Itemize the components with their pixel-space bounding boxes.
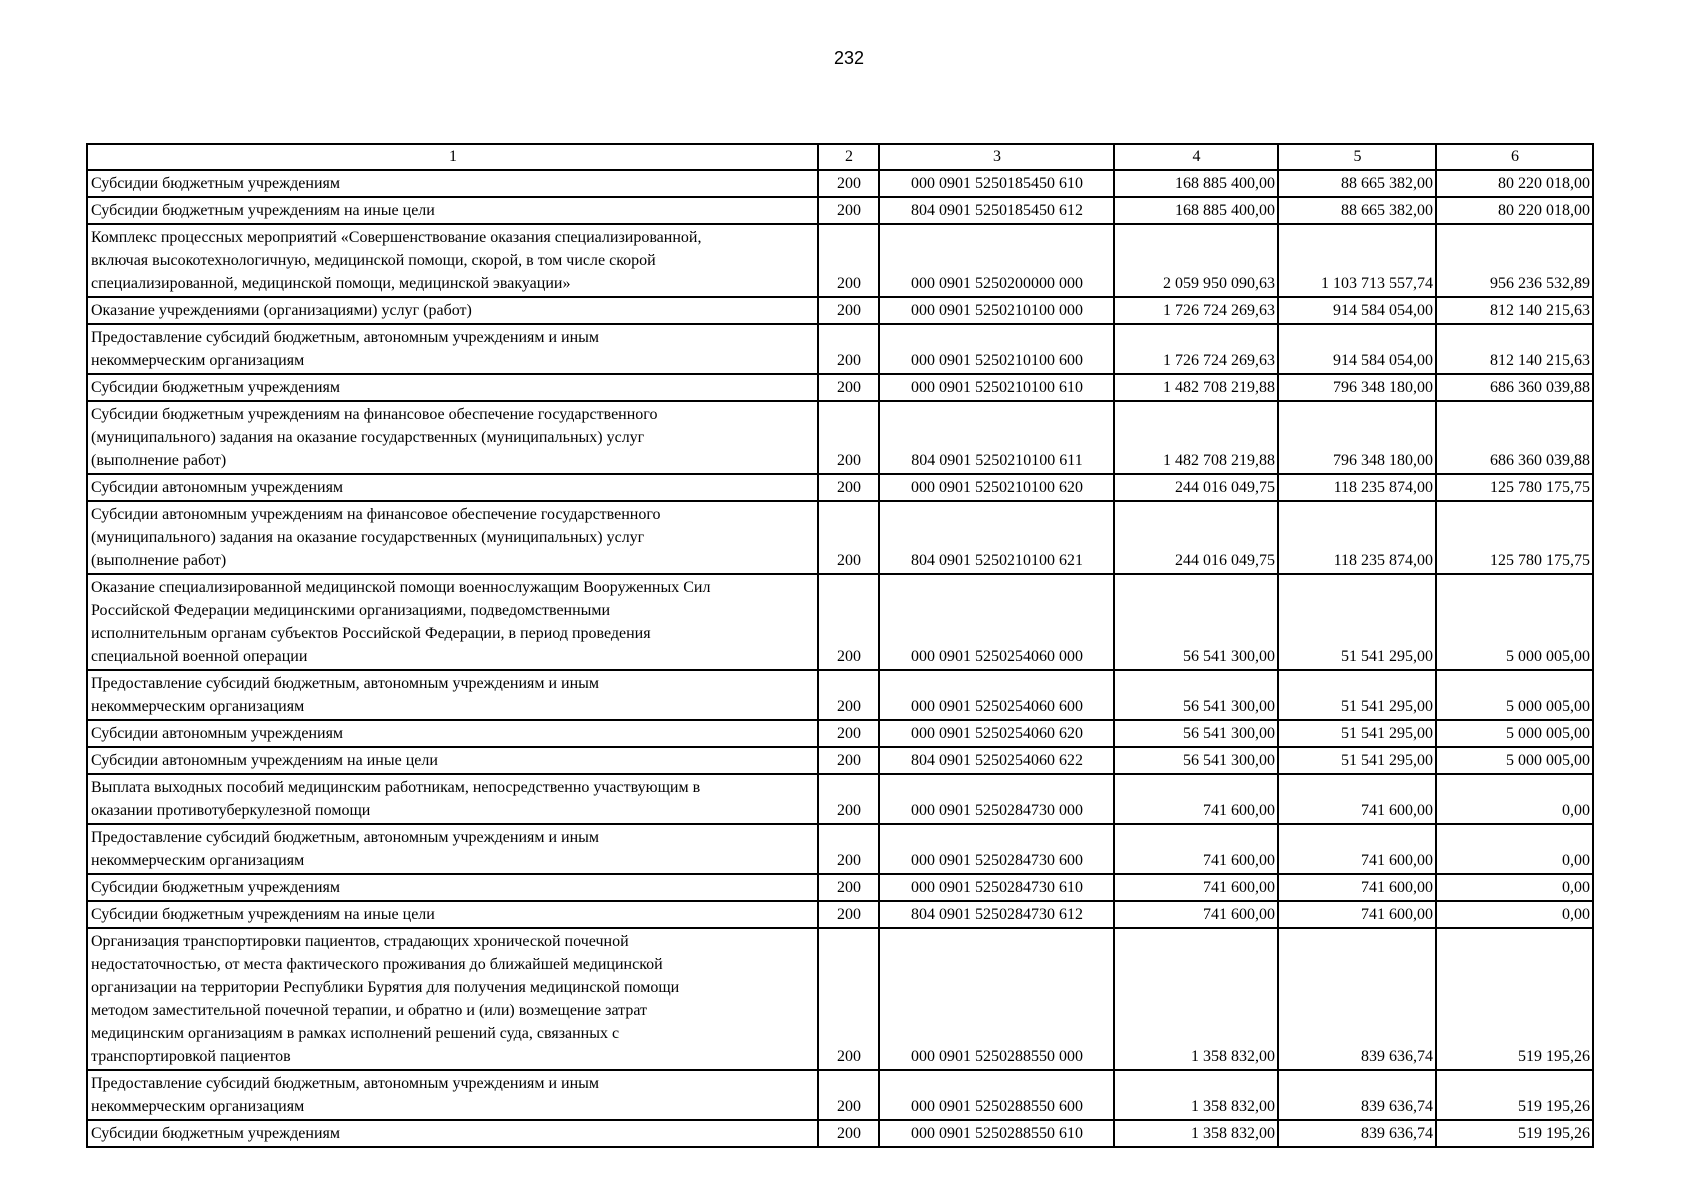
row-code-cell: 200 <box>818 1070 879 1120</box>
row-code-cell: 200 <box>818 197 879 224</box>
row-code-cell: 200 <box>818 574 879 670</box>
row-name-cell <box>87 224 818 297</box>
table-row <box>87 374 1593 401</box>
header-cell: 1 <box>87 144 818 170</box>
page-number: 232 <box>833 48 865 68</box>
row-name-cell <box>87 774 818 824</box>
row-name-cell <box>87 374 818 401</box>
table-header-row <box>87 144 1593 170</box>
row-amount-col4-cell: 244 016 049,75 <box>1114 501 1278 574</box>
row-name-cell <box>87 501 818 574</box>
row-amount-col6-cell: 5 000 005,00 <box>1436 670 1593 720</box>
row-name-cell <box>87 670 818 720</box>
row-amount-col4-cell: 741 600,00 <box>1114 824 1278 874</box>
row-kbk-cell: 000 0901 5250210100 620 <box>879 474 1114 501</box>
row-amount-col4-cell: 56 541 300,00 <box>1114 747 1278 774</box>
row-amount-col4-cell: 56 541 300,00 <box>1114 574 1278 670</box>
row-amount-col4-cell: 56 541 300,00 <box>1114 670 1278 720</box>
row-name-cell <box>87 170 818 197</box>
table-row <box>87 1070 1593 1120</box>
row-name-text: Предоставление субсидий бюджетным, автономным учреждениям и иным некоммерческим организациям <box>91 829 600 869</box>
table-row <box>87 501 1593 574</box>
budget-table <box>86 143 1594 1148</box>
row-name-text: Организация транспортировки пациентов, страдающих хронической почечной недостаточностью, от места фактического проживания до ближайшей медицинской организации на территории Республики Бурятия для получения медицинской помощи методом заместительной почечной терапии, и обратно и (или) возмещение затрат медицинским организациям в рамках исполнений решений суда, связанных с транспортировкой пациентов <box>91 933 680 1065</box>
row-amount-col6-cell: 80 220 018,00 <box>1436 170 1593 197</box>
row-amount-col5-cell: 118 235 874,00 <box>1278 474 1436 501</box>
row-amount-col4-cell: 741 600,00 <box>1114 901 1278 928</box>
row-amount-col6-cell: 0,00 <box>1436 774 1593 824</box>
row-name-cell <box>87 824 818 874</box>
row-code-cell: 200 <box>818 224 879 297</box>
table-row <box>87 747 1593 774</box>
row-amount-col4-cell: 2 059 950 090,63 <box>1114 224 1278 297</box>
row-amount-col6-cell: 125 780 175,75 <box>1436 501 1593 574</box>
row-amount-col4-cell: 1 358 832,00 <box>1114 1070 1278 1120</box>
row-kbk-cell: 804 0901 5250254060 622 <box>879 747 1114 774</box>
row-code-cell: 200 <box>818 720 879 747</box>
row-kbk-cell: 000 0901 5250210100 610 <box>879 374 1114 401</box>
row-amount-col5-cell: 741 600,00 <box>1278 901 1436 928</box>
row-name-text: Субсидии бюджетным учреждениям <box>91 879 340 896</box>
row-amount-col5-cell: 88 665 382,00 <box>1278 197 1436 224</box>
row-name-text: Предоставление субсидий бюджетным, автономным учреждениям и иным некоммерческим организациям <box>91 675 600 715</box>
row-amount-col4-cell: 1 482 708 219,88 <box>1114 374 1278 401</box>
row-amount-col5-cell: 51 541 295,00 <box>1278 670 1436 720</box>
row-code-cell: 200 <box>818 670 879 720</box>
row-kbk-cell: 000 0901 5250185450 610 <box>879 170 1114 197</box>
row-amount-col5-cell: 839 636,74 <box>1278 928 1436 1070</box>
row-amount-col5-cell: 796 348 180,00 <box>1278 401 1436 474</box>
row-name-cell <box>87 747 818 774</box>
row-kbk-cell: 000 0901 5250210100 000 <box>879 297 1114 324</box>
row-name-cell <box>87 928 818 1070</box>
row-code-cell: 200 <box>818 401 879 474</box>
row-name-cell <box>87 1120 818 1147</box>
row-amount-col4-cell: 168 885 400,00 <box>1114 170 1278 197</box>
row-kbk-cell: 000 0901 5250210100 600 <box>879 324 1114 374</box>
row-amount-col6-cell: 519 195,26 <box>1436 928 1593 1070</box>
row-kbk-cell: 000 0901 5250200000 000 <box>879 224 1114 297</box>
row-amount-col6-cell: 0,00 <box>1436 874 1593 901</box>
row-name-text: Субсидии автономным учреждениям на финансовое обеспечение государственного (муниципального) задания на оказание государственных (муниципальных) услуг (выполнение работ) <box>91 506 661 569</box>
row-amount-col5-cell: 914 584 054,00 <box>1278 324 1436 374</box>
table-row <box>87 720 1593 747</box>
row-amount-col4-cell: 1 726 724 269,63 <box>1114 297 1278 324</box>
row-code-cell: 200 <box>818 928 879 1070</box>
row-code-cell: 200 <box>818 747 879 774</box>
row-amount-col5-cell: 51 541 295,00 <box>1278 747 1436 774</box>
table-row <box>87 224 1593 297</box>
table-row <box>87 324 1593 374</box>
table-row <box>87 401 1593 474</box>
row-amount-col6-cell: 519 195,26 <box>1436 1120 1593 1147</box>
row-name-cell <box>87 874 818 901</box>
table-row <box>87 901 1593 928</box>
row-amount-col5-cell: 741 600,00 <box>1278 824 1436 874</box>
row-name-cell <box>87 574 818 670</box>
row-amount-col4-cell: 1 358 832,00 <box>1114 928 1278 1070</box>
row-name-text: Предоставление субсидий бюджетным, автономным учреждениям и иным некоммерческим организациям <box>91 329 600 369</box>
row-amount-col4-cell: 244 016 049,75 <box>1114 474 1278 501</box>
row-name-cell <box>87 401 818 474</box>
header-cell: 3 <box>879 144 1114 170</box>
table-row <box>87 874 1593 901</box>
row-code-cell: 200 <box>818 874 879 901</box>
table-row <box>87 574 1593 670</box>
row-kbk-cell: 000 0901 5250284730 600 <box>879 824 1114 874</box>
row-kbk-cell: 000 0901 5250288550 000 <box>879 928 1114 1070</box>
row-amount-col6-cell: 5 000 005,00 <box>1436 574 1593 670</box>
table-row <box>87 297 1593 324</box>
row-amount-col6-cell: 812 140 215,63 <box>1436 297 1593 324</box>
header-cell: 5 <box>1278 144 1436 170</box>
row-amount-col5-cell: 51 541 295,00 <box>1278 574 1436 670</box>
row-code-cell: 200 <box>818 324 879 374</box>
row-code-cell: 200 <box>818 474 879 501</box>
row-amount-col4-cell: 741 600,00 <box>1114 874 1278 901</box>
row-code-cell: 200 <box>818 824 879 874</box>
row-amount-col5-cell: 914 584 054,00 <box>1278 297 1436 324</box>
row-name-cell <box>87 474 818 501</box>
row-kbk-cell: 804 0901 5250185450 612 <box>879 197 1114 224</box>
row-kbk-cell: 804 0901 5250210100 611 <box>879 401 1114 474</box>
row-kbk-cell: 804 0901 5250210100 621 <box>879 501 1114 574</box>
row-kbk-cell: 000 0901 5250254060 620 <box>879 720 1114 747</box>
row-amount-col6-cell: 5 000 005,00 <box>1436 720 1593 747</box>
row-name-text: Оказание специализированной медицинской помощи военнослужащим Вооруженных Сил Российской Федерации медицинскими организациями, подведомственными исполнительным органам субъектов Российской Федерации, в период проведения специальной военной операции <box>91 579 711 665</box>
row-amount-col6-cell: 956 236 532,89 <box>1436 224 1593 297</box>
row-amount-col6-cell: 5 000 005,00 <box>1436 747 1593 774</box>
row-kbk-cell: 000 0901 5250254060 000 <box>879 574 1114 670</box>
table-row <box>87 774 1593 824</box>
row-amount-col6-cell: 80 220 018,00 <box>1436 197 1593 224</box>
table-row <box>87 670 1593 720</box>
row-code-cell: 200 <box>818 774 879 824</box>
table-row <box>87 1120 1593 1147</box>
row-name-cell <box>87 297 818 324</box>
row-code-cell: 200 <box>818 501 879 574</box>
row-amount-col6-cell: 686 360 039,88 <box>1436 374 1593 401</box>
row-code-cell: 200 <box>818 901 879 928</box>
row-name-cell <box>87 197 818 224</box>
header-cell: 4 <box>1114 144 1278 170</box>
row-amount-col5-cell: 51 541 295,00 <box>1278 720 1436 747</box>
row-code-cell: 200 <box>818 374 879 401</box>
row-name-text: Субсидии бюджетным учреждениям <box>91 1125 340 1142</box>
row-name-text: Предоставление субсидий бюджетным, автономным учреждениям и иным некоммерческим организациям <box>91 1075 600 1115</box>
row-amount-col4-cell: 56 541 300,00 <box>1114 720 1278 747</box>
row-name-text: Субсидии бюджетным учреждениям на иные цели <box>91 906 435 923</box>
row-code-cell: 200 <box>818 1120 879 1147</box>
row-name-text: Субсидии автономным учреждениям <box>91 479 344 496</box>
row-amount-col4-cell: 1 358 832,00 <box>1114 1120 1278 1147</box>
row-name-text: Комплекс процессных мероприятий «Совершенствование оказания специализированной, включая высокотехнологичную, медицинской помощи, скорой, в том числе скорой специализированной, медицинской помощи, медицинской эвакуации» <box>91 229 702 292</box>
row-amount-col5-cell: 1 103 713 557,74 <box>1278 224 1436 297</box>
row-kbk-cell: 000 0901 5250284730 610 <box>879 874 1114 901</box>
row-amount-col4-cell: 168 885 400,00 <box>1114 197 1278 224</box>
row-amount-col5-cell: 839 636,74 <box>1278 1070 1436 1120</box>
row-amount-col5-cell: 741 600,00 <box>1278 774 1436 824</box>
row-amount-col5-cell: 839 636,74 <box>1278 1120 1436 1147</box>
row-name-text: Субсидии бюджетным учреждениям на финансовое обеспечение государственного (муниципального) задания на оказание государственных (муниципальных) услуг (выполнение работ) <box>91 406 658 469</box>
table-row <box>87 928 1593 1070</box>
row-name-text: Оказание учреждениями (организациями) услуг (работ) <box>91 302 472 319</box>
row-amount-col6-cell: 0,00 <box>1436 901 1593 928</box>
row-amount-col5-cell: 88 665 382,00 <box>1278 170 1436 197</box>
row-amount-col4-cell: 1 482 708 219,88 <box>1114 401 1278 474</box>
row-amount-col5-cell: 796 348 180,00 <box>1278 374 1436 401</box>
row-code-cell: 200 <box>818 297 879 324</box>
row-code-cell: 200 <box>818 170 879 197</box>
table-row <box>87 170 1593 197</box>
row-name-text: Выплата выходных пособий медицинским работникам, непосредственно участвующим в оказании противотуберкулезной помощи <box>91 779 701 819</box>
header-cell: 6 <box>1436 144 1593 170</box>
row-amount-col5-cell: 118 235 874,00 <box>1278 501 1436 574</box>
row-name-text: Субсидии бюджетным учреждениям на иные цели <box>91 202 435 219</box>
table-row <box>87 474 1593 501</box>
row-name-text: Субсидии бюджетным учреждениям <box>91 379 340 396</box>
row-name-text: Субсидии автономным учреждениям <box>91 725 344 742</box>
row-kbk-cell: 804 0901 5250284730 612 <box>879 901 1114 928</box>
row-kbk-cell: 000 0901 5250284730 000 <box>879 774 1114 824</box>
row-kbk-cell: 000 0901 5250254060 600 <box>879 670 1114 720</box>
row-name-text: Субсидии бюджетным учреждениям <box>91 175 340 192</box>
row-name-cell <box>87 901 818 928</box>
row-kbk-cell: 000 0901 5250288550 600 <box>879 1070 1114 1120</box>
table-row <box>87 197 1593 224</box>
row-amount-col6-cell: 125 780 175,75 <box>1436 474 1593 501</box>
table-row <box>87 824 1593 874</box>
row-name-cell <box>87 324 818 374</box>
header-cell: 2 <box>818 144 879 170</box>
row-amount-col5-cell: 741 600,00 <box>1278 874 1436 901</box>
row-amount-col6-cell: 0,00 <box>1436 824 1593 874</box>
row-name-cell <box>87 1070 818 1120</box>
row-amount-col6-cell: 812 140 215,63 <box>1436 324 1593 374</box>
row-amount-col6-cell: 686 360 039,88 <box>1436 401 1593 474</box>
row-name-text: Субсидии автономным учреждениям на иные цели <box>91 752 438 769</box>
row-kbk-cell: 000 0901 5250288550 610 <box>879 1120 1114 1147</box>
row-amount-col4-cell: 741 600,00 <box>1114 774 1278 824</box>
row-name-cell <box>87 720 818 747</box>
row-amount-col6-cell: 519 195,26 <box>1436 1070 1593 1120</box>
row-amount-col4-cell: 1 726 724 269,63 <box>1114 324 1278 374</box>
